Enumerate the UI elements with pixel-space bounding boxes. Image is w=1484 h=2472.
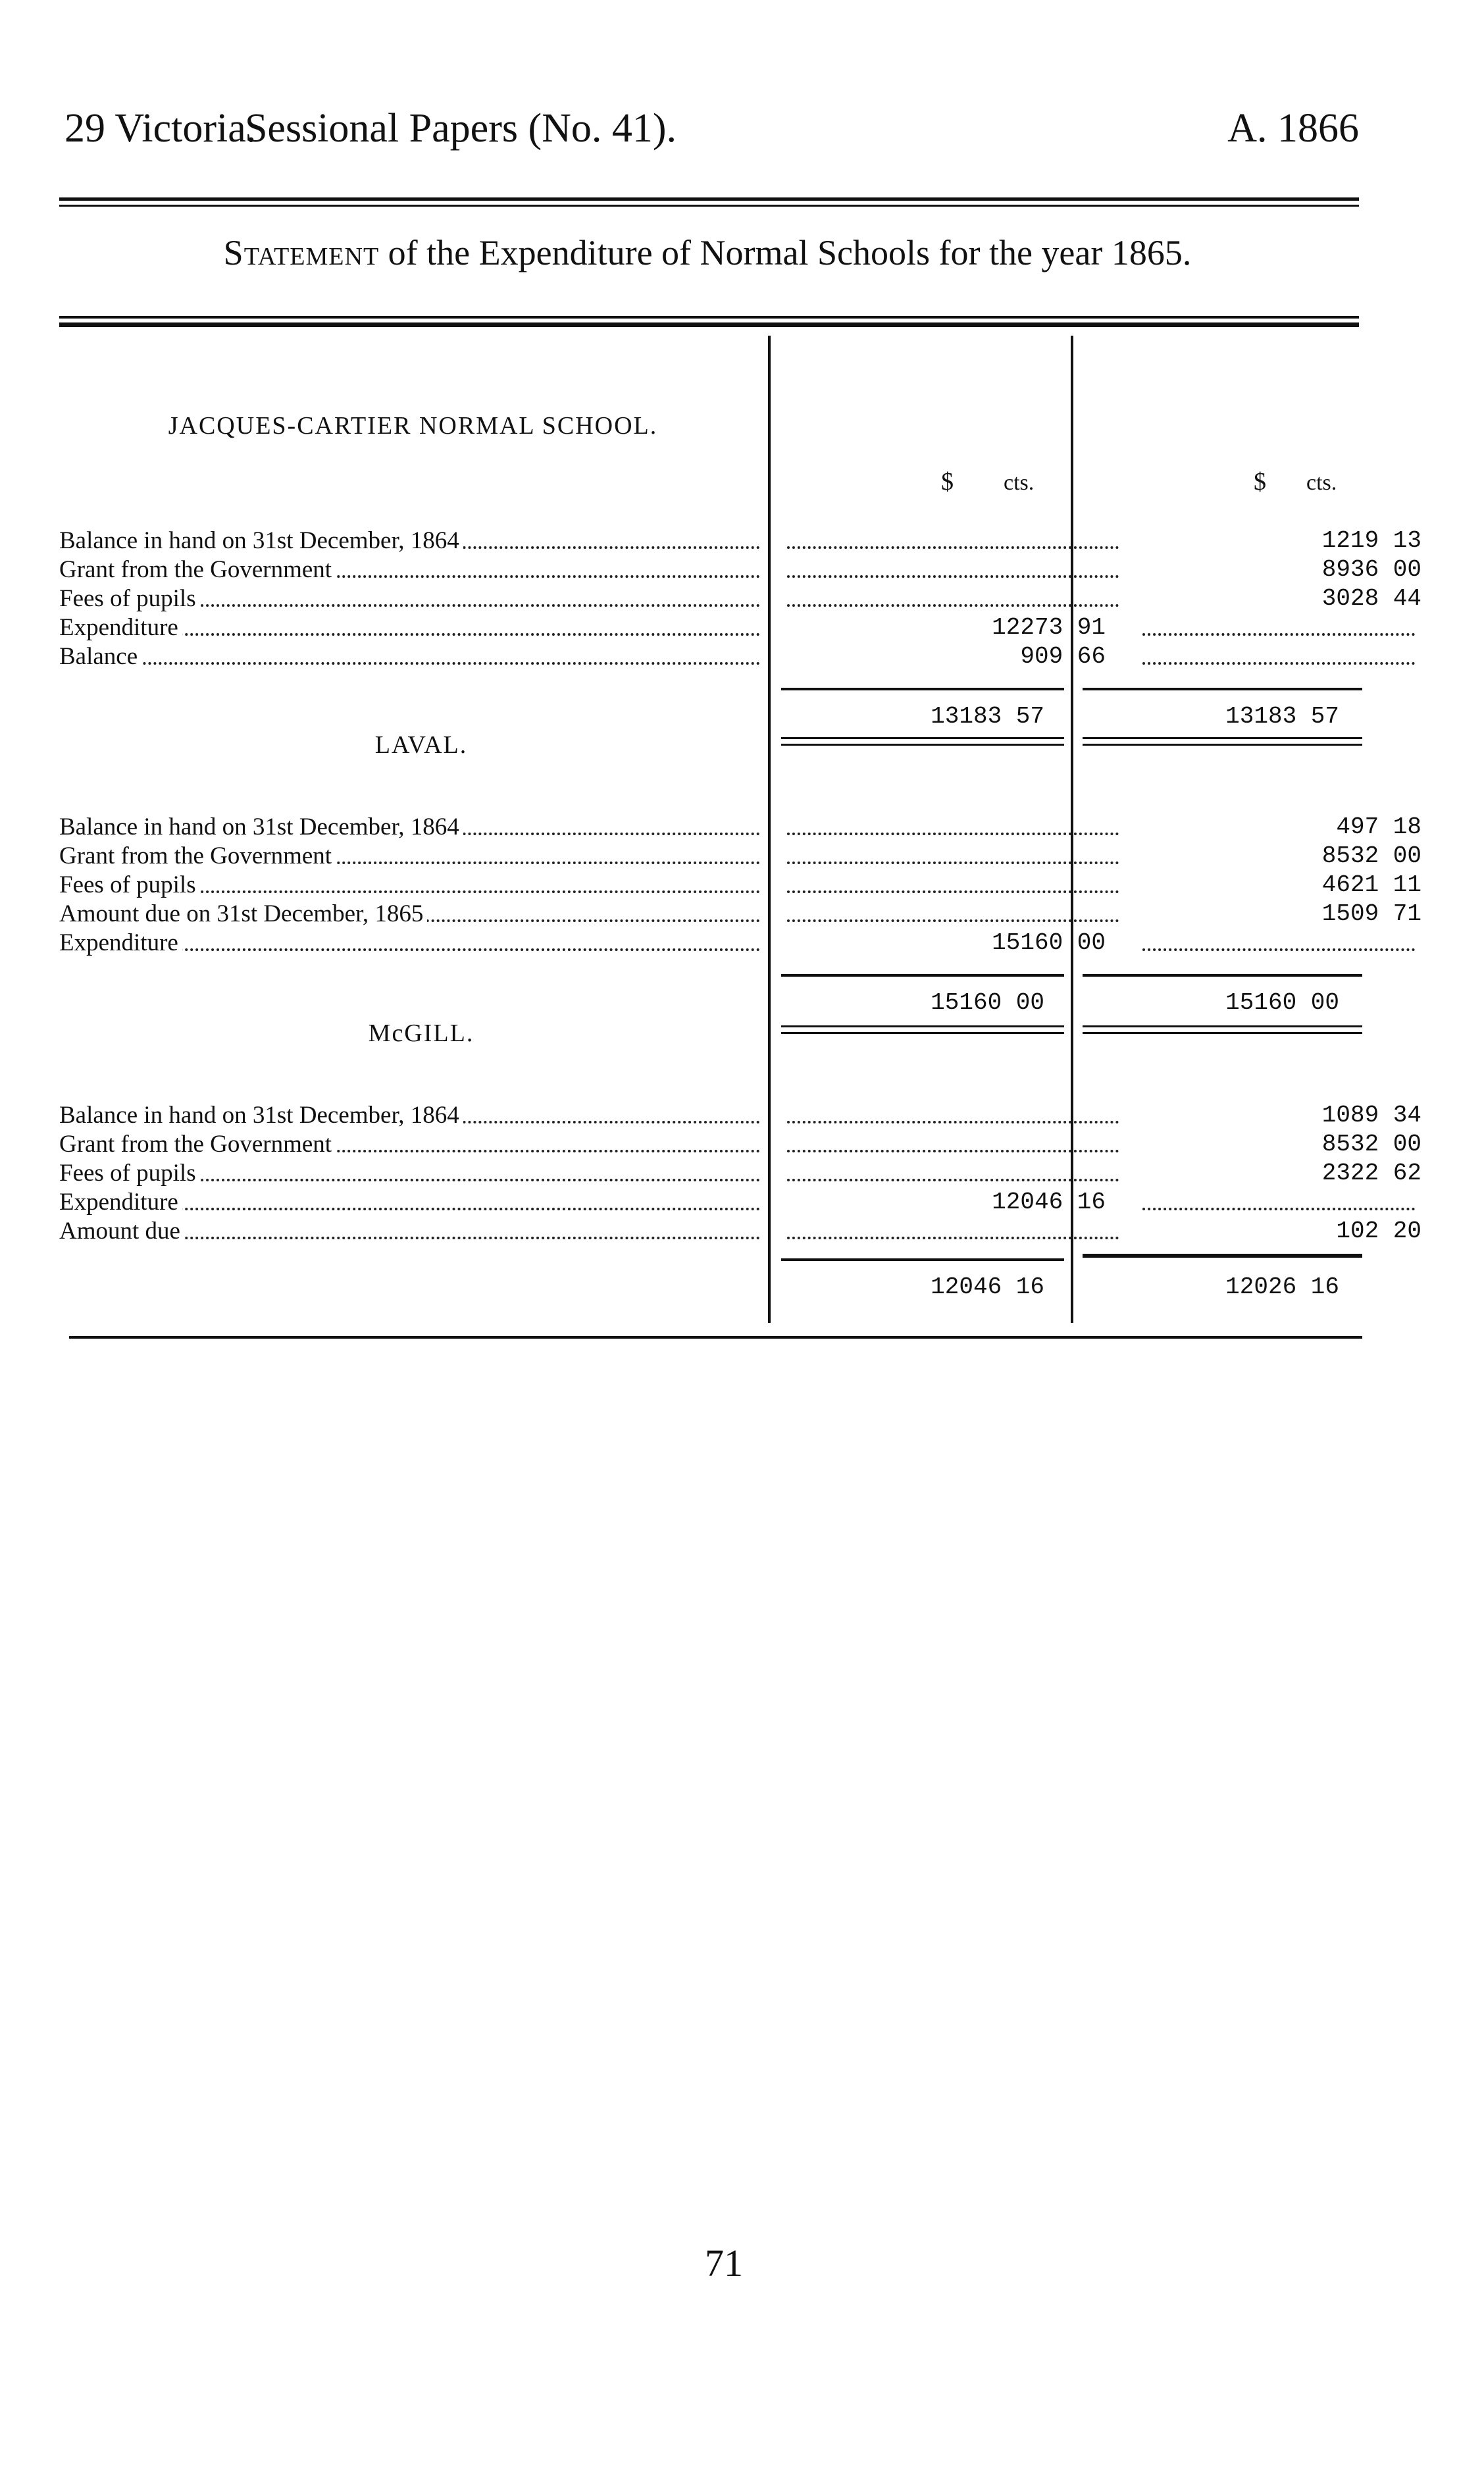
row-label: Expenditure [59, 614, 182, 641]
title-rule-bottom [59, 322, 1359, 327]
col2-cell: 8532 00 [1321, 1131, 1421, 1158]
col2-cell: 1509 71 [1321, 900, 1421, 927]
row-label: Balance [59, 643, 141, 670]
page-number: 71 [705, 2242, 743, 2284]
row-label: Amount due on 31st December, 1865 [59, 900, 427, 927]
table-bottom-rule [69, 1336, 1362, 1339]
section-title-laval: LAVAL. [374, 731, 468, 759]
col1-cell [783, 900, 1125, 929]
col2-cell: 4621 11 [1321, 871, 1421, 898]
section-title-jacques-cartier: JACQUES-CARTIER NORMAL SCHOOL. [168, 412, 658, 440]
row-label: Grant from the Government [59, 842, 336, 869]
row-label: Amount due [59, 1218, 184, 1245]
col2-cell: 8936 00 [1321, 556, 1421, 583]
col2-cell: 3028 44 [1321, 585, 1421, 612]
total-rule-col1 [781, 1258, 1064, 1261]
header-left: 29 Victoria. [64, 106, 257, 151]
row-label: Expenditure [59, 1189, 182, 1216]
col2-cents-label: cts. [1306, 471, 1337, 495]
col1-cell [783, 1217, 1125, 1246]
col2-cell: 2322 62 [1321, 1160, 1421, 1187]
header-center: Sessional Papers (No. 41). [244, 106, 677, 151]
section-title-mcgill: McGILL. [368, 1019, 474, 1047]
col2-cell: 8532 00 [1321, 842, 1421, 869]
col1-cell [783, 871, 1125, 900]
row-label: Fees of pupils [59, 585, 200, 612]
title-lead: Statement [223, 233, 380, 272]
col1-cell: 909 66 [1020, 643, 1106, 670]
header-rule-bottom [59, 205, 1359, 207]
col1-cell [783, 1101, 1125, 1130]
total-double-rule-col1-a [781, 1025, 1064, 1027]
total-double-rule-col2-b [1083, 744, 1362, 746]
total-rule-col1 [781, 974, 1064, 977]
col2-dollar-sign: $ [1254, 468, 1266, 496]
total-rule-col2 [1083, 688, 1362, 690]
col1-cell: 15160 00 [992, 929, 1106, 956]
col2-cell [1139, 642, 1421, 671]
total-col1: 15160 00 [931, 989, 1044, 1016]
header-right: A. 1866 [1227, 106, 1359, 151]
column-rule-left [768, 336, 771, 1323]
col1-cell: 12273 91 [992, 614, 1106, 641]
col2-cell: 497 18 [1336, 813, 1421, 840]
col1-cell [783, 813, 1125, 842]
col1-cell: 12046 16 [992, 1189, 1106, 1216]
total-double-rule-col2-a [1083, 1025, 1362, 1027]
col1-cents-label: cts. [1004, 471, 1035, 495]
total-rule-col2 [1083, 1254, 1362, 1258]
header-rule-top [59, 197, 1359, 201]
col1-cell [783, 584, 1125, 613]
total-col2: 15160 00 [1225, 989, 1339, 1016]
page-title [0, 232, 1415, 274]
row-label: Expenditure [59, 929, 182, 956]
row-label: Grant from the Government [59, 556, 336, 583]
total-col1: 12046 16 [931, 1274, 1044, 1300]
title-rest: of the Expenditure of Normal Schools for the year 1865. [388, 233, 1192, 272]
col1-cell [783, 555, 1125, 584]
total-rule-col1 [781, 688, 1064, 690]
col1-cell [783, 1159, 1125, 1188]
row-label: Balance in hand on 31st December, 1864 [59, 1102, 463, 1129]
total-col2: 13183 57 [1225, 703, 1339, 730]
row-label: Fees of pupils [59, 1160, 200, 1187]
col1-cell [783, 1130, 1125, 1159]
col1-cell [783, 842, 1125, 871]
total-col2: 12026 16 [1225, 1274, 1339, 1300]
col2-cell: 1089 34 [1321, 1102, 1421, 1129]
col2-cell: 1219 13 [1321, 527, 1421, 554]
row-label: Grant from the Government [59, 1131, 336, 1158]
col2-cell [1139, 929, 1421, 958]
col2-cell [1139, 1188, 1421, 1217]
total-double-rule-col1-a [781, 737, 1064, 739]
col1-cell [783, 527, 1125, 555]
total-col1: 13183 57 [931, 703, 1044, 730]
col1-dollar-sign: $ [941, 468, 954, 496]
row-label: Fees of pupils [59, 871, 200, 898]
col2-cell [1139, 613, 1421, 642]
col2-cell: 102 20 [1336, 1218, 1421, 1245]
row-label: Balance in hand on 31st December, 1864 [59, 527, 463, 554]
row-label: Balance in hand on 31st December, 1864 [59, 813, 463, 840]
title-rule-top [59, 316, 1359, 319]
total-double-rule-col2-a [1083, 737, 1362, 739]
total-double-rule-col1-b [781, 1032, 1064, 1034]
total-rule-col2 [1083, 974, 1362, 977]
total-double-rule-col1-b [781, 744, 1064, 746]
total-double-rule-col2-b [1083, 1032, 1362, 1034]
